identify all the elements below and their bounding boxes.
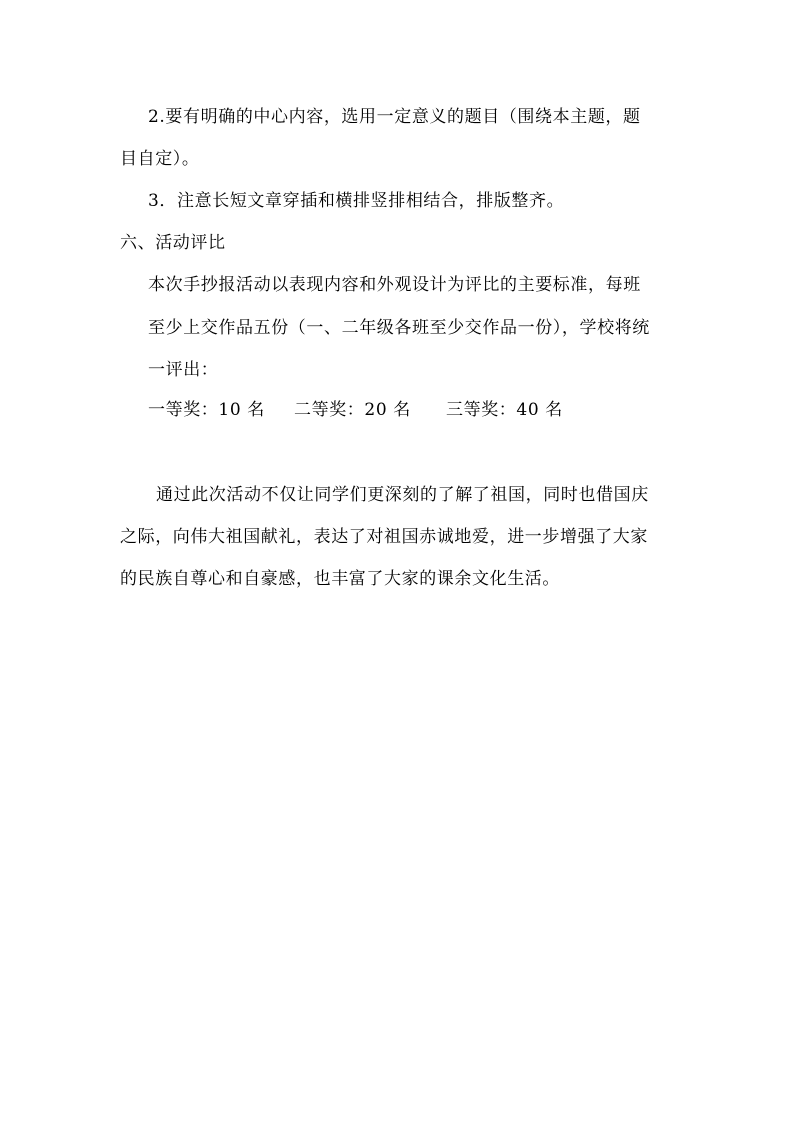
section-heading-activity-evaluation: 六、活动评比	[120, 233, 226, 253]
conclusion-line-3: 的民族自尊心和自豪感，也丰富了大家的课余文化生活。	[120, 569, 560, 589]
conclusion-line-2: 之际，向伟大祖国献礼，表达了对祖国赤诚地爱，进一步增强了大家	[120, 527, 648, 547]
evaluation-paragraph-line-2: 至少上交作品五份（一、二年级各班至少交作品一份），学校将统	[148, 318, 650, 338]
requirement-item-3: 3．注意长短文章穿插和横排竖排相结合，排版整齐。	[148, 191, 565, 211]
award-third-prize: 三等奖：40 名	[446, 400, 563, 420]
evaluation-paragraph-line-1: 本次手抄报活动以表现内容和外观设计为评比的主要标准，每班	[148, 275, 641, 295]
evaluation-paragraph-line-3: 一评出：	[148, 360, 219, 380]
award-second-prize: 二等奖：20 名	[294, 400, 411, 420]
award-first-prize: 一等奖：10 名	[148, 400, 265, 420]
requirement-item-2-line-2: 目自定）。	[120, 149, 200, 169]
conclusion-line-1: 通过此次活动不仅让同学们更深刻的了解了祖国，同时也借国庆	[156, 485, 649, 505]
requirement-item-2-line-1: 2.要有明确的中心内容，选用一定意义的题目（围绕本主题，题	[148, 107, 641, 127]
